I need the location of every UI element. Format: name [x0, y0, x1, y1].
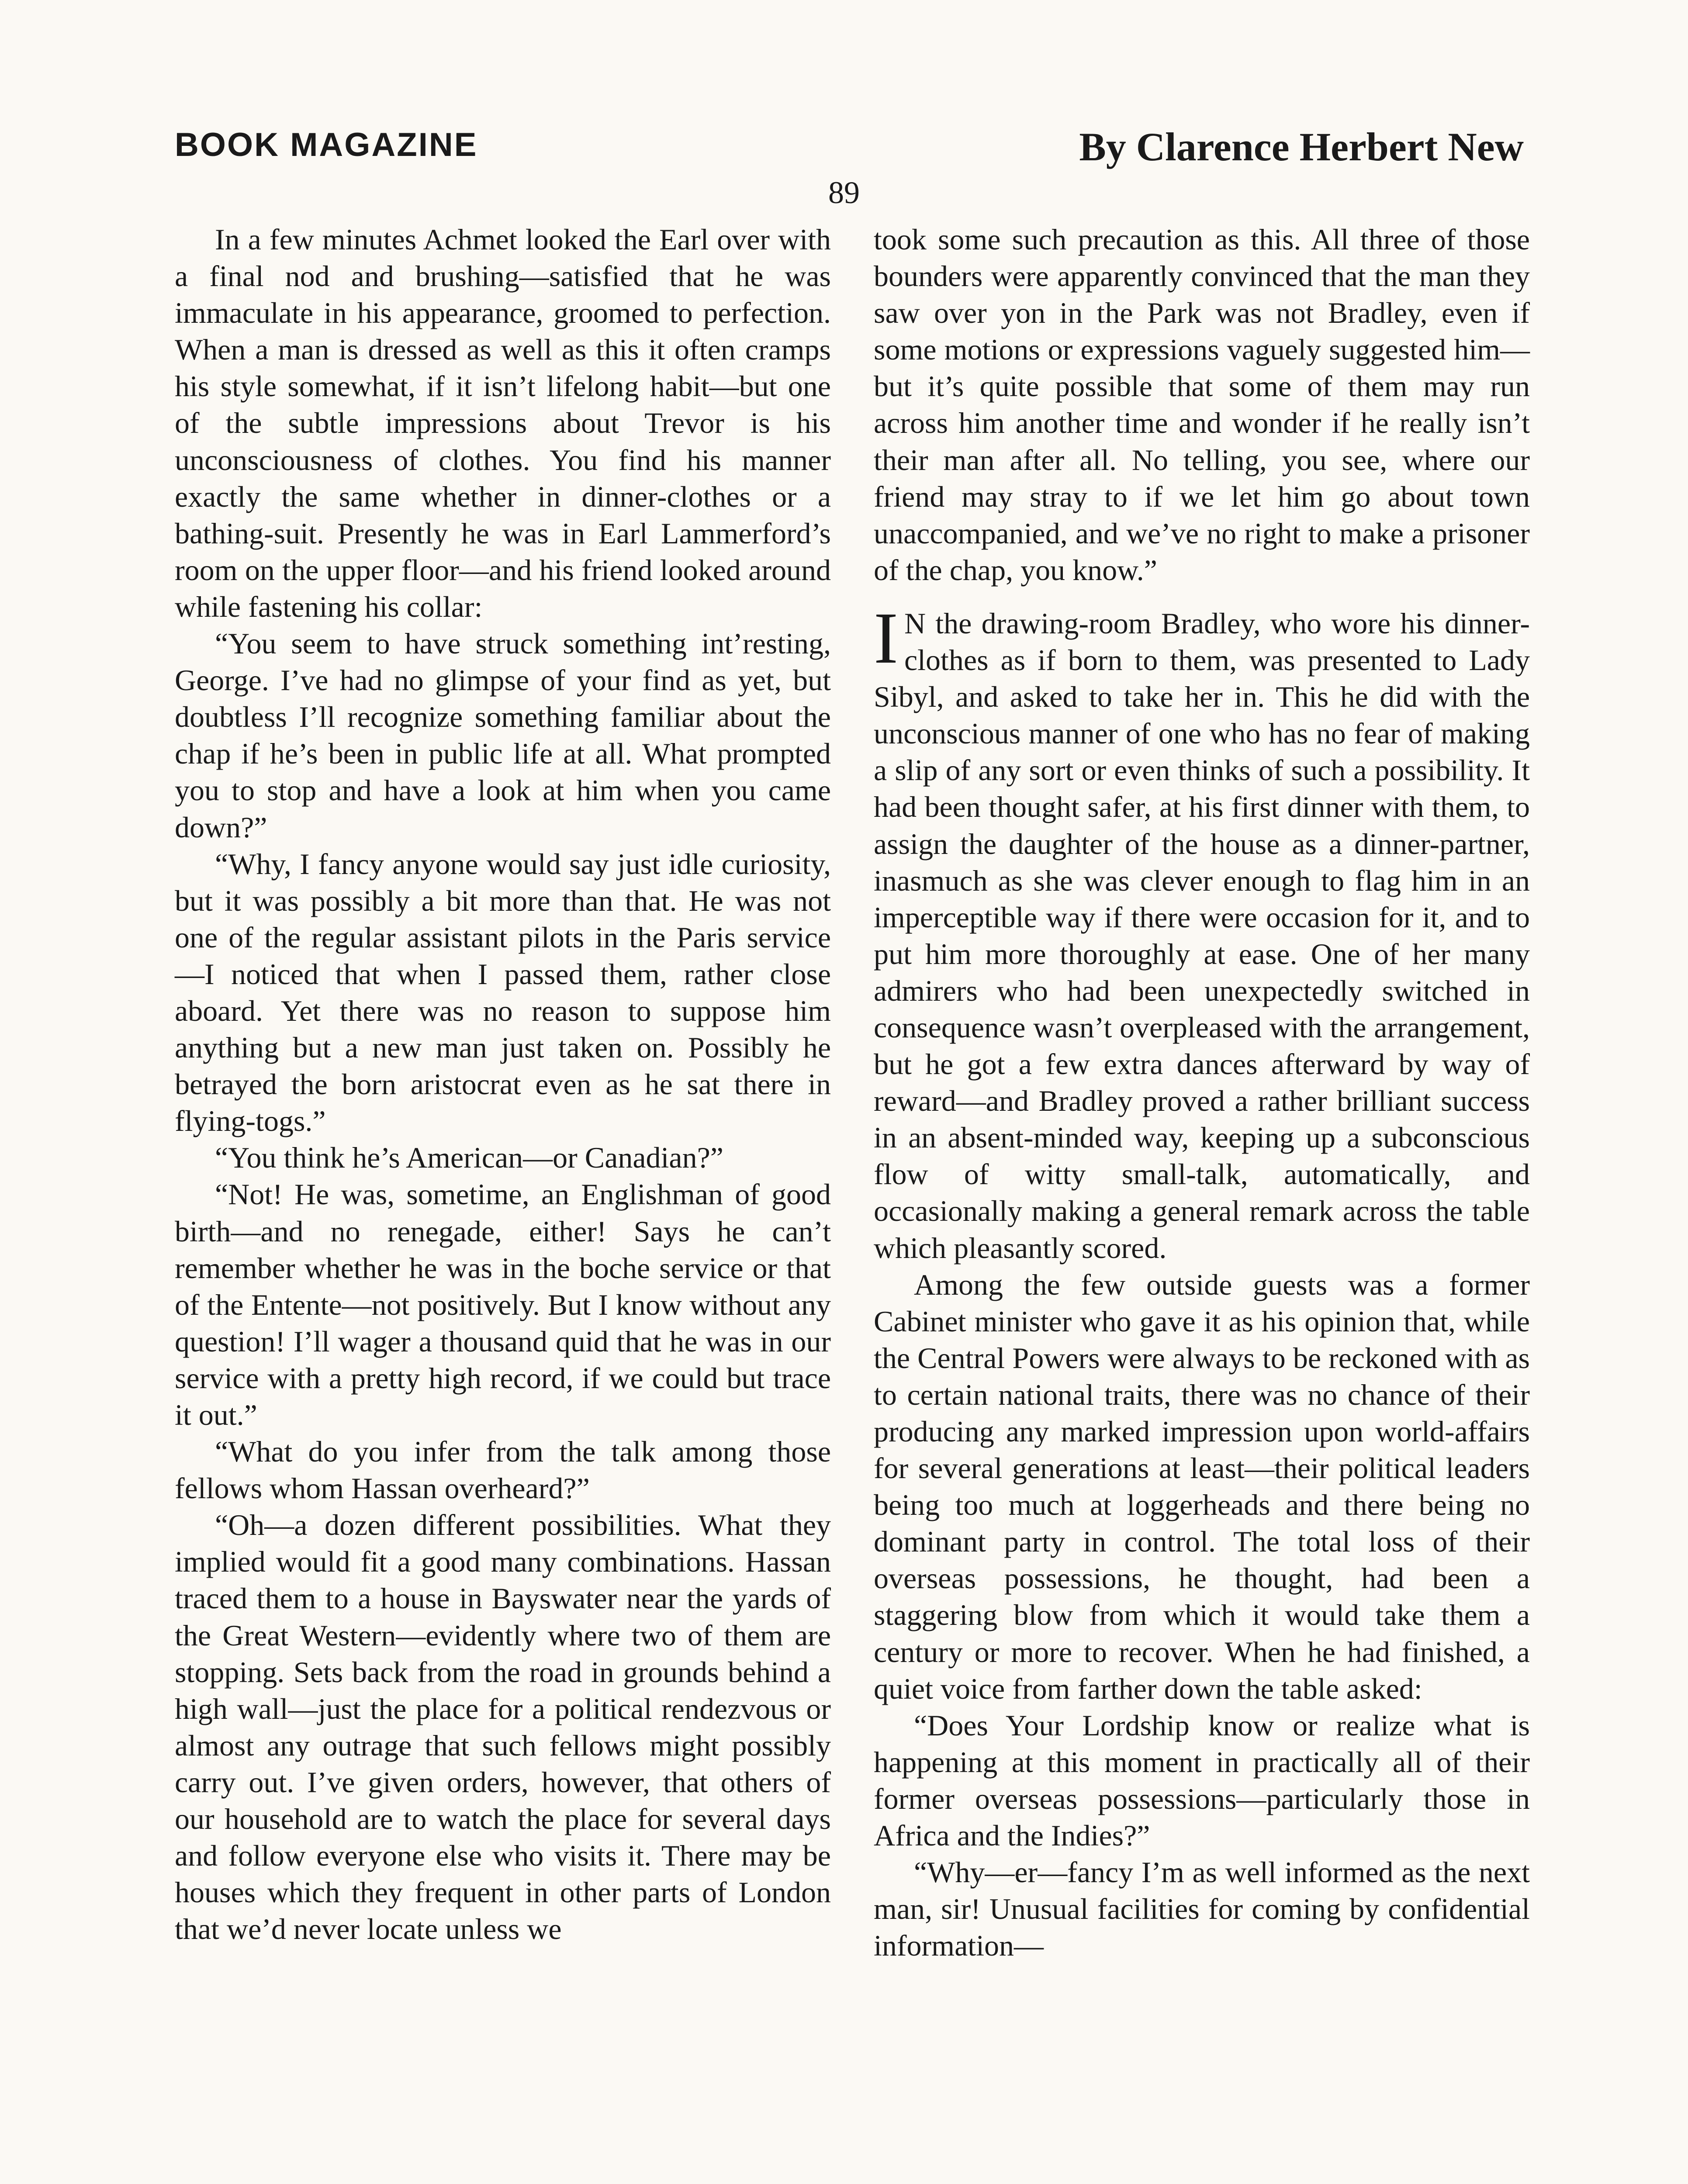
- paragraph: “Does Your Lordship know or realize what is happening at this moment in practically all of their former overseas possessions—particularly those in Africa and the Indies?”: [874, 1708, 1530, 1852]
- paragraph: “Not! He was, sometime, an Englishman of good birth—and no renegade, either! Says he can’t remember whether he was in the boche service or that of the Entente—not positively. But I know without any question! I’ll wager a thousand quid that he was in our service with a pretty high record, if we could but trace it out.”: [175, 1178, 831, 1431]
- paragraph: “You seem to have struck something int’resting, George. I’ve had no glimpse of your find as yet, but doubtless I’ll recognize something familiar about the chap if he’s been in public life at all. What prompted you to stop and have a look at him when you came down?”: [175, 627, 831, 844]
- paragraph-continuation: took some such precaution as this. All three of those bounders were apparently convinced that the man they saw over yon in the Park was not Bradley, even if some motions or expressions vaguely suggested him—but it’s quite possible that some of them may run across him another time and wonder if he really isn’t their man after all. No telling, you see, where our friend may stray to if we let him go about town unaccompanied, and we’ve no right to make a prisoner of the chap, you know.”: [874, 223, 1530, 587]
- section-start-text: N the drawing-room Bradley, who wore his dinner-clothes as if born to them, was presented to Lady Sibyl, and asked to take her in. This he did with the unconscious manner of one who has no fear of making a slip of any sort or even thinks of such a possibility. It had been thought safer, at his first dinner with them, to assign the daughter of the house as a dinner-partner, inasmuch as she was clever enough to flag him in an imperceptible way if there were occasion for it, and to put him more thoroughly at ease. One of her many admirers who had been unexpectedly switched in consequence wasn’t overpleased with the arrangement, but he got a few extra dances afterward by way of reward—and Bradley proved a rather brilliant success in an absent-minded way, keeping up a subconscious flow of witty small-talk, automatically, and occasionally making a general remark across the table which pleasantly scored.: [874, 606, 1530, 1265]
- paragraph: “What do you infer from the talk among those fellows whom Hassan overheard?”: [175, 1435, 831, 1505]
- paragraph: “Why—er—fancy I’m as well informed as the next man, sir! Unusual facilities for coming by confidential information—: [874, 1856, 1530, 1963]
- running-header-author: By Clarence Herbert New: [1079, 124, 1524, 169]
- paragraph: Among the few outside guests was a former Cabinet minister who gave it as his opinion that, while the Central Powers were always to be reckoned with as to certain national traits, there was no chance of their producing any marked impression upon world-affairs for several generations at least—their political leaders being too much at loggerheads and there being no dominant party in control. The total loss of their overseas possessions, he thought, had been a staggering blow from which it would take them a century or more to recover. When he had finished, a quiet voice from farther down the table asked:: [874, 1268, 1530, 1705]
- left-column: [175, 221, 831, 1947]
- page-number: 89: [828, 175, 860, 210]
- paragraph: “You think he’s American—or Canadian?”: [215, 1141, 723, 1175]
- paragraph: In a few minutes Achmet looked the Earl over with a final nod and brushing—satisfied that he was immaculate in his appearance, groomed to perfection. When a man is dressed as well as this it often cramps his style somewhat, if it isn’t lifelong habit—but one of the subtle impressions about Trevor is his unconsciousness of clothes. You find his manner exactly the same whether in dinner-clothes or a bathing-suit. Presently he was in Earl Lammerford’s room on the upper floor—and his friend looked around while fastening his collar:: [175, 223, 831, 623]
- paragraph: “Oh—a dozen different possibilities. What they implied would fit a good many combinations. Hassan traced them to a house in Bayswater near the yards of the Great Western—evidently where two of them are stopping. Sets back from the road in grounds behind a high wall—just the place for a political rendezvous or almost any outrage that such fellows might possibly carry out. I’ve given orders, however, that others of our household are to watch the place for several days and follow everyone else who visits it. There may be houses which they frequent in other parts of London that we’d never locate unless we: [175, 1508, 831, 1946]
- section-start-paragraph: [874, 597, 1530, 1266]
- running-header-magazine: BOOK MAGAZINE: [175, 126, 478, 163]
- right-column: [874, 221, 1530, 1964]
- paragraph: “Why, I fancy anyone would say just idle curiosity, but it was possibly a bit more than that. He was not one of the regular assistant pilots in the Paris service —I noticed that when I passed them, rather close aboard. Yet there was no reason to suppose him anything but a new man just taken on. Possibly he betrayed the born aristocrat even as he sat there in flying-togs.”: [175, 847, 831, 1138]
- drop-cap: I: [874, 597, 898, 679]
